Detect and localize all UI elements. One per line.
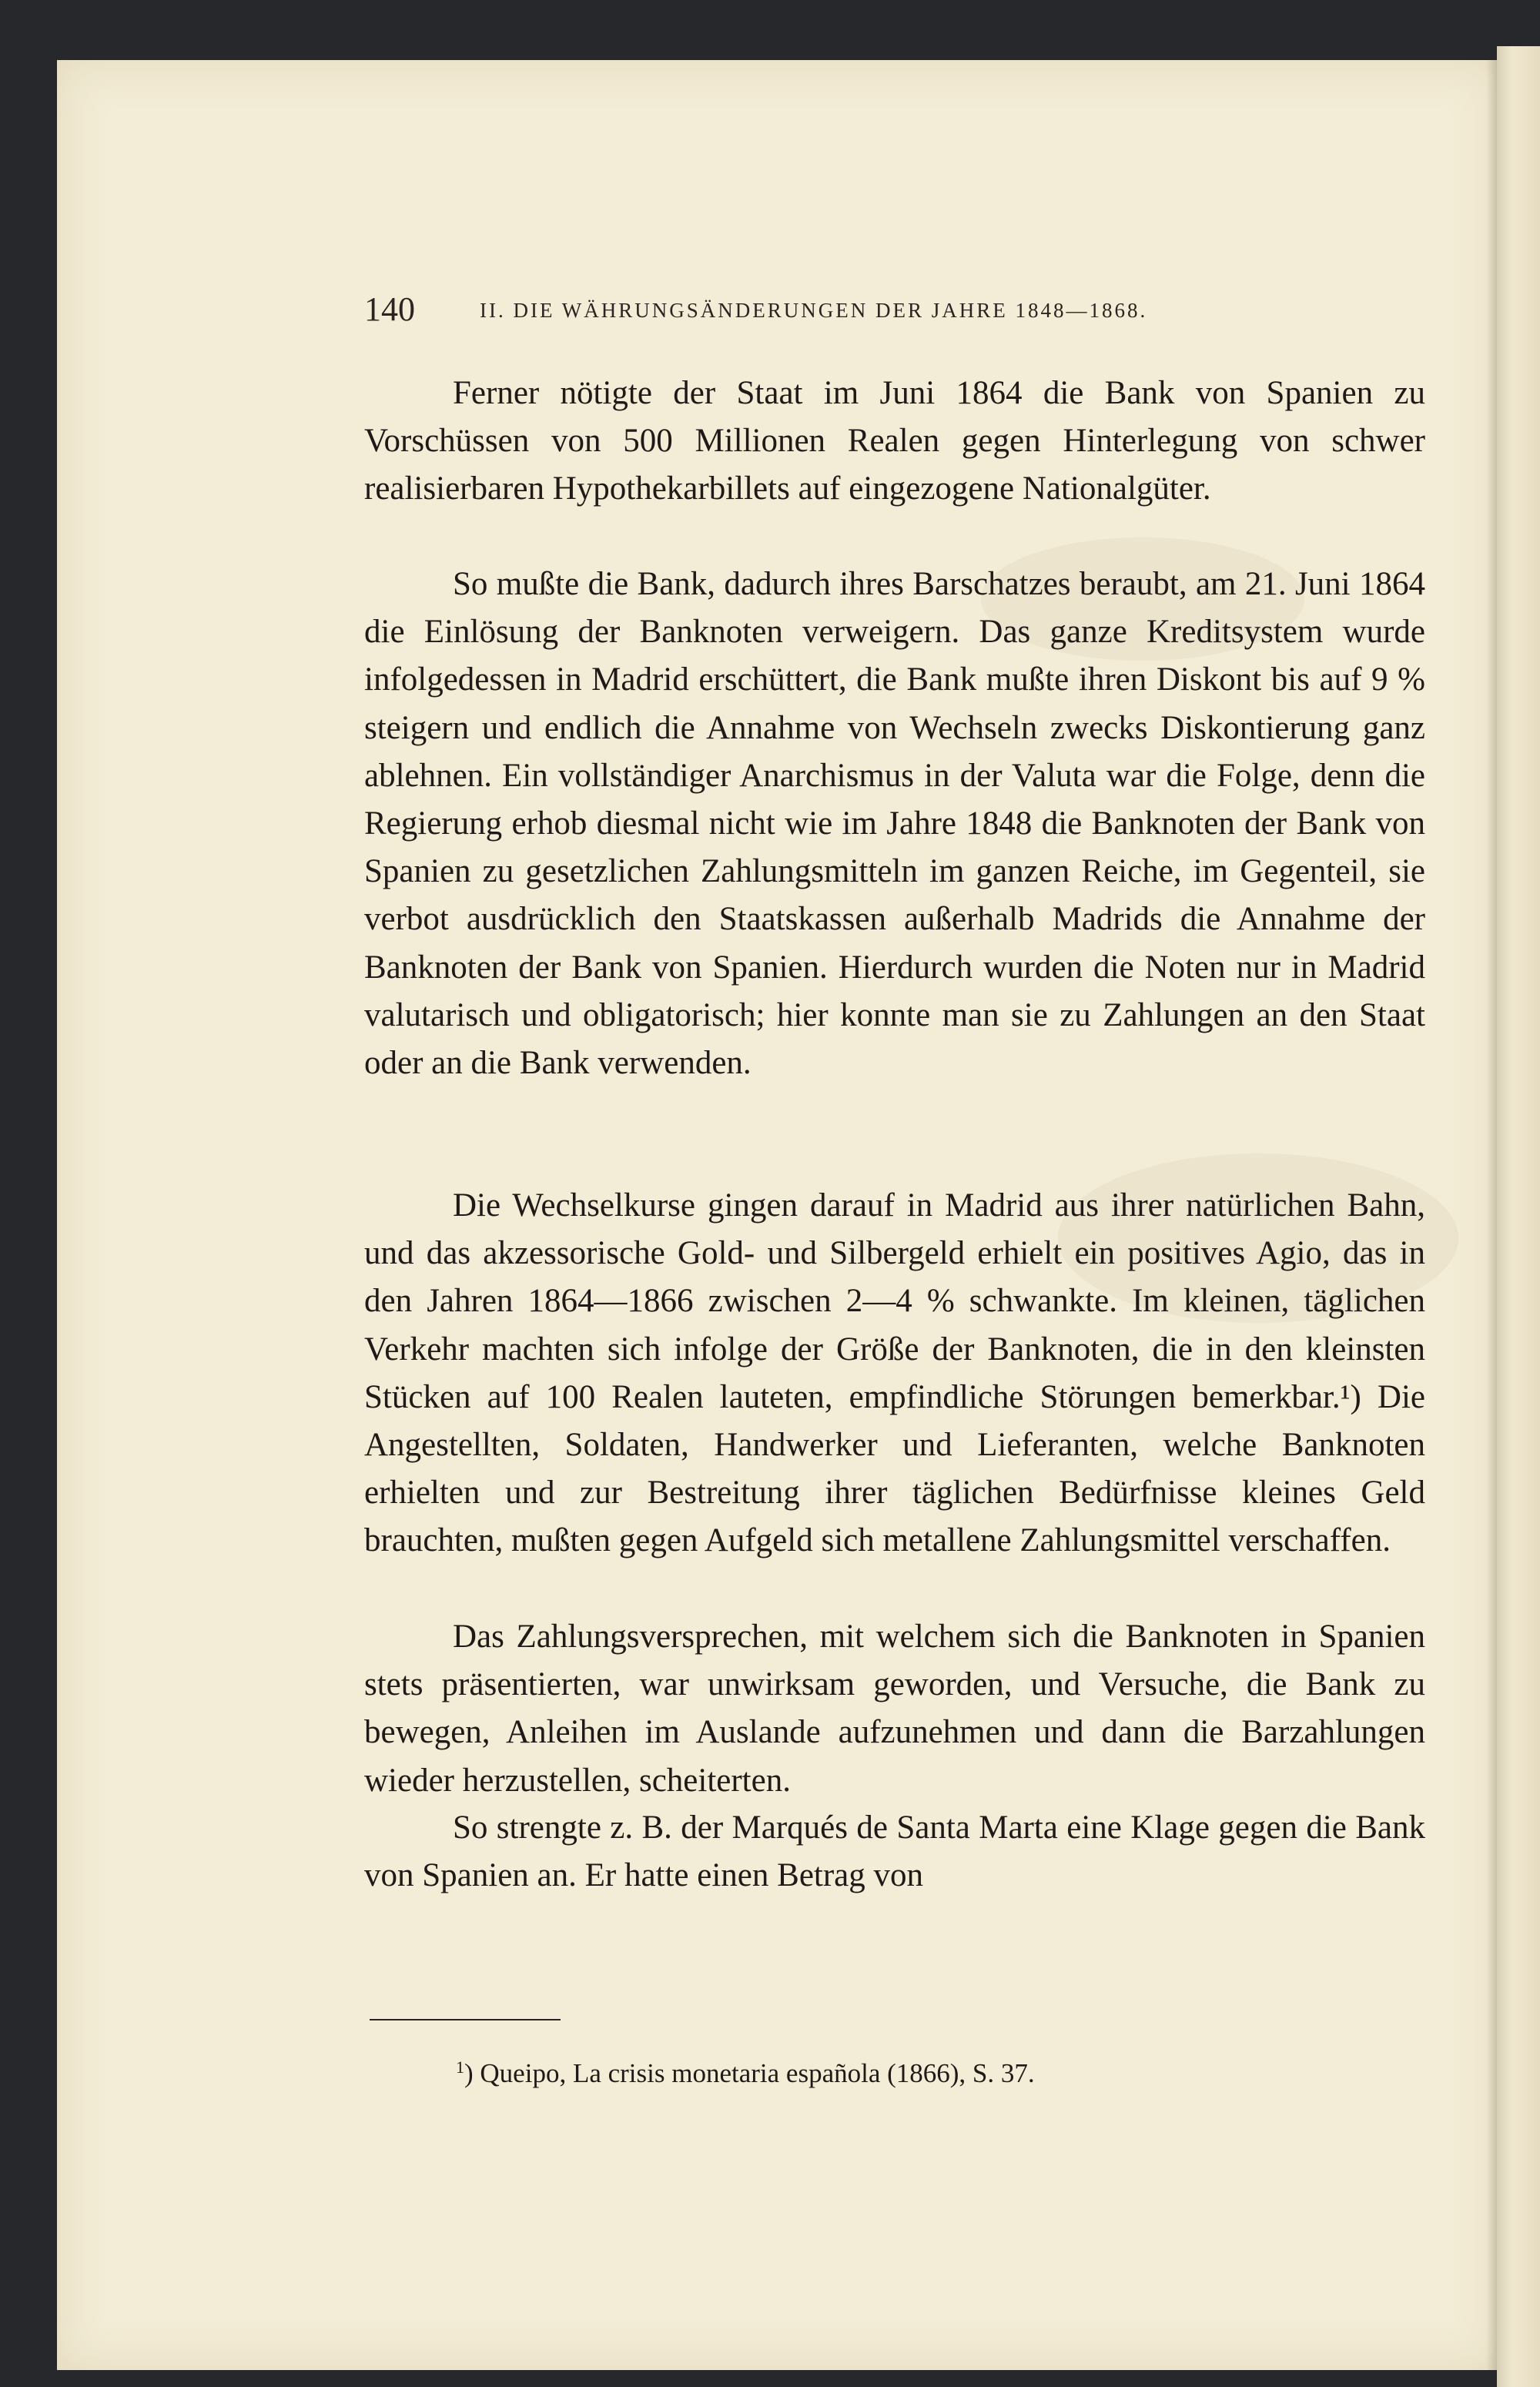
paragraph: So strengte z. B. der Marqués de Santa Marta eine Klage gegen die Bank von Spanien an. Er hatte einen Betrag von <box>364 1810 1425 1894</box>
book-spine <box>1497 46 1540 2387</box>
page-header <box>364 286 1442 333</box>
page-number: 140 <box>364 290 415 328</box>
paragraph: So mußte die Bank, dadurch ihres Barschatzes beraubt, am 21. Juni 1864 die Einlösung der Banknoten verweigern. Das ganze Kreditsystem wurde infolgedessen in Madrid erschüttert, die Bank mußte ihren Diskont bis auf 9 % steigern und endlich die Annahme von Wechseln zwecks Diskontierung ganz ablehnen. Ein vollständiger Anarchismus in der Valuta war die Folge, denn die Regierung erhob diesmal nicht wie im Jahre 1848 die Banknoten der Bank von Spanien zu gesetzlichen Zahlungsmitteln im ganzen Reiche, im Gegenteil, sie verbot ausdrücklich den Staatskassen außerhalb Madrids die Annahme der Banknoten der Bank von Spanien. Hierdurch wurden die Noten nur in Madrid valutarisch und obligatorisch; hier konnte man sie zu Zahlungen an den Staat oder an die Bank verwenden. <box>364 566 1425 1082</box>
paragraph: Ferner nötigte der Staat im Juni 1864 die Bank von Spanien zu Vorschüssen von 500 Millionen Realen gegen Hinterlegung von schwer realisierbaren Hypothekarbillets auf eingezogene Nationalgüter. <box>364 375 1425 507</box>
footnote-text: ) Queipo, La crisis monetaria española (1866), S. 37. <box>464 2058 1035 2088</box>
body-text <box>364 370 1425 1900</box>
footnote <box>456 2049 1035 2092</box>
paragraph: Das Zahlungsversprechen, mit welchem sich die Banknoten in Spanien stets präsentierten, war unwirksam geworden, und Versuche, die Bank zu bewegen, Anleihen im Auslande aufzunehmen und dann die Barzahlungen wieder herzustellen, scheiterten. <box>364 1619 1425 1799</box>
footnote-marker: 1 <box>456 2057 464 2077</box>
running-head: II. DIE WÄHRUNGSÄNDERUNGEN DER JAHRE 1848—1868. <box>480 299 1148 322</box>
footnote-divider <box>370 2019 561 2020</box>
paragraph: Die Wechselkurse gingen darauf in Madrid aus ihrer natürlichen Bahn, und das akzessorische Gold- und Silbergeld erhielt ein positives Agio, das in den Jahren 1864—1866 zwischen 2—4 % schwankte. Im kleinen, täglichen Verkehr machten sich infolge der Größe der Banknoten, die in den kleinsten Stücken auf 100 Realen lauteten, empfindliche Störungen bemerkbar.¹) Die Angestellten, Soldaten, Handwerker und Lieferanten, welche Banknoten erhielten und zur Bestreitung ihrer täglichen Bedürfnisse kleines Geld brauchten, mußten gegen Aufgeld sich metallene Zahlungsmittel verschaffen. <box>364 1187 1425 1559</box>
